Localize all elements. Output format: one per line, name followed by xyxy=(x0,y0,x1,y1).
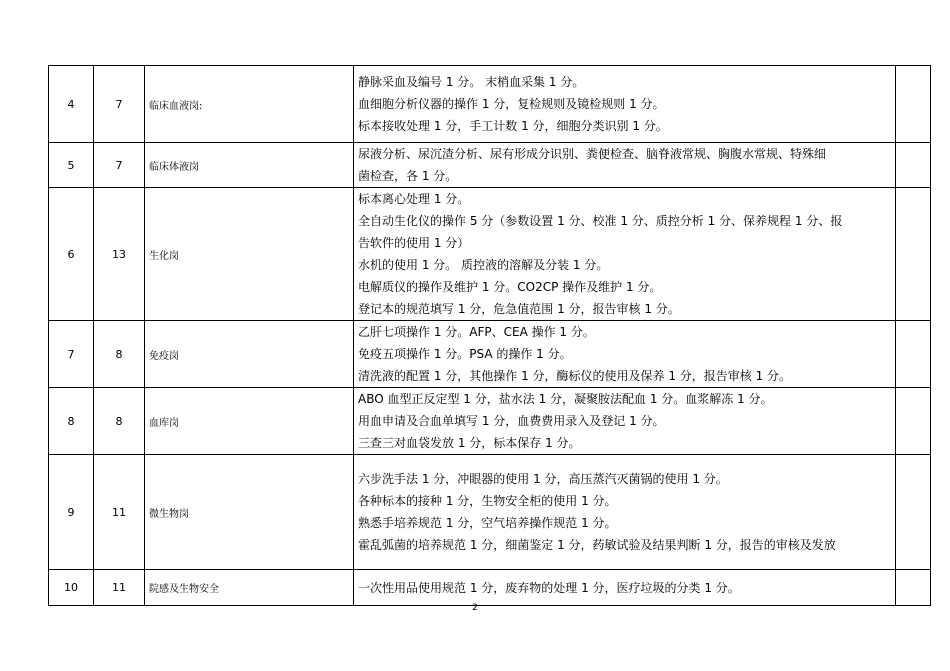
content-line: 标本离心处理 1 分。 xyxy=(358,192,470,206)
points-cell: 7 xyxy=(94,143,145,188)
content-line: 血细胞分析仪器的操作 1 分，复检规则及镜检规则 1 分。 xyxy=(358,97,665,111)
table-row xyxy=(49,570,931,606)
content-cell xyxy=(354,388,896,455)
points-cell: 8 xyxy=(94,388,145,455)
content-line: 清洗液的配置 1 分，其他操作 1 分，酶标仪的使用及保养 1 分，报告审核 1 分。 xyxy=(358,369,792,383)
content-line: 静脉采血及编号 1 分。 末梢血采集 1 分。 xyxy=(358,75,585,89)
row-number-cell: 9 xyxy=(49,455,94,570)
post-name-cell: 生化岗 xyxy=(145,188,354,321)
post-name-cell: 微生物岗 xyxy=(145,455,354,570)
content-line: 告软件的使用 1 分） xyxy=(358,236,470,250)
points-cell: 11 xyxy=(94,455,145,570)
post-name-cell: 院感及生物安全 xyxy=(145,570,354,606)
points-cell: 11 xyxy=(94,570,145,606)
table-row xyxy=(49,321,931,388)
post-name-cell: 临床体液岗 xyxy=(145,143,354,188)
content-line: 尿液分析、尿沉渣分析、尿有形成分识别、粪便检查、脑脊液常规、胸腹水常规、特殊细 xyxy=(358,147,827,161)
content-line: 免疫五项操作 1 分。PSA 的操作 1 分。 xyxy=(358,347,572,361)
content-cell xyxy=(354,143,896,188)
content-line: 熟悉手培养规范 1 分，空气培养操作规范 1 分。 xyxy=(358,516,617,530)
row-number-cell: 5 xyxy=(49,143,94,188)
content-cell xyxy=(354,66,896,143)
content-line: 六步洗手法 1 分，冲眼器的使用 1 分，高压蒸汽灭菌锅的使用 1 分。 xyxy=(358,472,728,486)
content-line: 霍乱弧菌的培养规范 1 分，细菌鉴定 1 分，药敏试验及结果判断 1 分，报告的审核及发放 xyxy=(358,538,836,552)
points-cell: 8 xyxy=(94,321,145,388)
content-cell xyxy=(354,570,896,606)
row-number-cell: 8 xyxy=(49,388,94,455)
post-name-cell: 血库岗 xyxy=(145,388,354,455)
content-cell xyxy=(354,321,896,388)
table-row xyxy=(49,143,931,188)
content-line: 用血申请及合血单填写 1 分，血费费用录入及登记 1 分。 xyxy=(358,414,665,428)
content-line: 登记本的规范填写 1 分，危急值范围 1 分，报告审核 1 分。 xyxy=(358,302,680,316)
row-number-cell: 7 xyxy=(49,321,94,388)
post-name-cell: 临床血液岗: xyxy=(145,66,354,143)
row-number-cell: 10 xyxy=(49,570,94,606)
content-line: 乙肝七项操作 1 分。AFP、CEA 操作 1 分。 xyxy=(358,325,595,339)
content-line: 各种标本的接种 1 分，生物安全柜的使用 1 分。 xyxy=(358,494,617,508)
empty-cell xyxy=(896,455,931,570)
content-line: 三查三对血袋发放 1 分，标本保存 1 分。 xyxy=(358,436,581,450)
table-row xyxy=(49,388,931,455)
content-line: 一次性用品使用规范 1 分，废弃物的处理 1 分，医疗垃圾的分类 1 分。 xyxy=(358,580,740,595)
content-cell xyxy=(354,455,896,570)
table-row xyxy=(49,66,931,143)
content-line: 水机的使用 1 分。 质控液的溶解及分装 1 分。 xyxy=(358,258,609,272)
row-number-cell: 6 xyxy=(49,188,94,321)
empty-cell xyxy=(896,66,931,143)
table-body xyxy=(49,66,931,606)
empty-cell xyxy=(896,188,931,321)
empty-cell xyxy=(896,321,931,388)
post-name-cell: 免疫岗 xyxy=(145,321,354,388)
points-cell: 7 xyxy=(94,66,145,143)
assessment-table xyxy=(48,65,931,606)
table-row xyxy=(49,455,931,570)
points-cell: 13 xyxy=(94,188,145,321)
content-line: 标本接收处理 1 分，手工计数 1 分，细胞分类识别 1 分。 xyxy=(358,119,668,133)
content-line: 菌检查，各 1 分。 xyxy=(358,169,458,183)
row-number-cell: 4 xyxy=(49,66,94,143)
content-line: 电解质仪的操作及维护 1 分。CO2CP 操作及维护 1 分。 xyxy=(358,280,662,294)
table-row xyxy=(49,188,931,321)
empty-cell xyxy=(896,143,931,188)
page-number: 2 xyxy=(472,603,478,613)
content-line: 全自动生化仪的操作 5 分（参数设置 1 分、校准 1 分、质控分析 1 分、保养规程 1 分、报 xyxy=(358,214,843,228)
empty-cell xyxy=(896,388,931,455)
content-cell xyxy=(354,188,896,321)
content-line: ABO 血型正反定型 1 分，盐水法 1 分，凝聚胺法配血 1 分。血浆解冻 1 分。 xyxy=(358,392,773,406)
empty-cell xyxy=(896,570,931,606)
